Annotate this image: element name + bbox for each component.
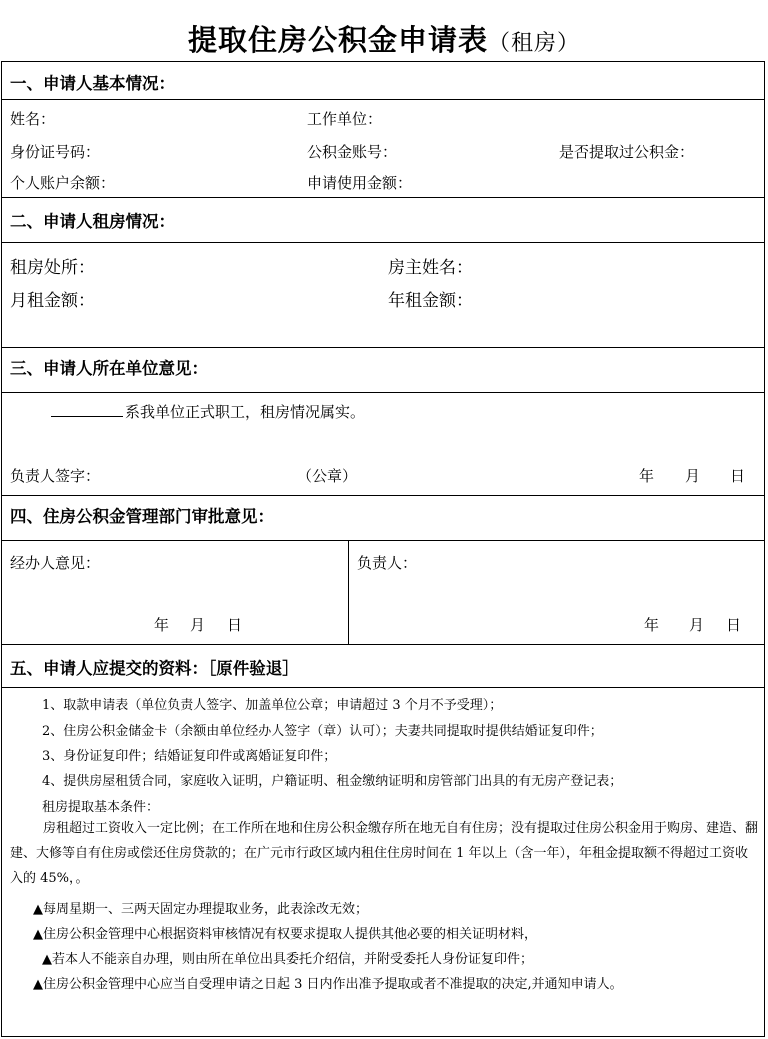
section3-heading: 三、申请人所在单位意见： <box>10 359 208 378</box>
note-item: ▲住房公积金管理中心应当自受理申请之日起 3 日内作出准予提取或者不准提取的决定,并通知申请人。 <box>33 977 623 992</box>
amount-requested-label: 申请使用金额： <box>307 174 413 192</box>
supervisor-date-day: 日 <box>726 616 742 634</box>
withdrawn-before-label: 是否提取过公积金： <box>559 143 695 161</box>
conditions-heading: 租房提取基本条件： <box>42 800 160 815</box>
divider <box>2 687 764 688</box>
handler-date-year: 年 <box>154 616 170 634</box>
divider <box>2 347 764 348</box>
annual-rent-label: 年租金额： <box>388 291 473 311</box>
divider <box>2 242 764 243</box>
column-divider <box>348 540 349 644</box>
section2-heading: 二、申请人租房情况： <box>10 212 175 231</box>
handler-opinion-label: 经办人意见： <box>10 554 101 572</box>
supervisor-label: 负责人： <box>357 554 418 572</box>
page-title <box>0 18 768 59</box>
title-sub: （租房） <box>488 31 581 56</box>
balance-label: 个人账户余额： <box>10 174 116 192</box>
section5-heading: 五、申请人应提交的资料：［原件验退］ <box>10 659 299 678</box>
divider <box>2 540 764 541</box>
note-item: ▲住房公积金管理中心根据资料审核情况有权要求提取人提供其他必要的相关证明材料， <box>33 927 537 942</box>
note-item: ▲每周星期一、三两天固定办理提取业务，此表涂改无效； <box>33 902 368 917</box>
employer-statement <box>51 401 365 422</box>
name-label: 姓名： <box>10 110 56 128</box>
document-item: 1、取款申请表（单位负责人签字、加盖单位公章；申请超过 3 个月不予受理）； <box>42 698 503 713</box>
date-month: 月 <box>685 467 701 485</box>
id-number-label: 身份证号码： <box>10 143 101 161</box>
date-year: 年 <box>639 467 655 485</box>
statement-text: 系我单位正式职工，租房情况属实。 <box>125 403 366 421</box>
divider <box>2 99 764 100</box>
monthly-rent-label: 月租金额： <box>10 291 95 311</box>
date-day: 日 <box>730 467 746 485</box>
document-item: 4、提供房屋租赁合同，家庭收入证明，户籍证明、租金缴纳证明和房管部门出具的有无房产登记表； <box>42 774 623 789</box>
divider <box>2 644 764 645</box>
fund-account-label: 公积金账号： <box>307 143 398 161</box>
application-form <box>1 61 765 1037</box>
divider <box>2 197 764 198</box>
section1-heading: 一、申请人基本情况： <box>10 74 175 93</box>
document-item: 2、住房公积金储金卡（余额由单位经办人签字（章）认可）；夫妻共同提取时提供结婚证复印件； <box>42 724 603 739</box>
signature-label: 负责人签字： <box>10 467 101 485</box>
supervisor-date-year: 年 <box>644 616 660 634</box>
employer-label: 工作单位： <box>307 110 383 128</box>
landlord-name-label: 房主姓名： <box>388 258 473 278</box>
supervisor-date-month: 月 <box>689 616 705 634</box>
section4-heading: 四、住房公积金管理部门审批意见： <box>10 507 274 526</box>
handler-date-month: 月 <box>190 616 206 634</box>
conditions-paragraph: 房租超过工资收入一定比例；在工作所在地和住房公积金缴存所在地无自有住房；没有提取过住房公积金用于购房、建造、翻建、大修等自有住房或偿还住房贷款的；在广元市行政区域内租住住房时间在 1 年以上（含一年），年租金提取额不得超过工资收入的 45%，。 <box>10 821 759 886</box>
handler-date-day: 日 <box>227 616 243 634</box>
rental-address-label: 租房处所： <box>10 258 95 278</box>
seal-label: （公章） <box>297 467 358 485</box>
divider <box>2 495 764 496</box>
employee-name-blank <box>51 402 123 417</box>
document-item: 3、身份证复印件；结婚证复印件或离婚证复印件； <box>42 749 337 764</box>
title-main: 提取住房公积金申请表 <box>187 23 488 57</box>
divider <box>2 392 764 393</box>
note-item: ▲若本人不能亲自办理，则由所在单位出具委托介绍信，并附受委托人身份证复印件； <box>42 952 533 967</box>
